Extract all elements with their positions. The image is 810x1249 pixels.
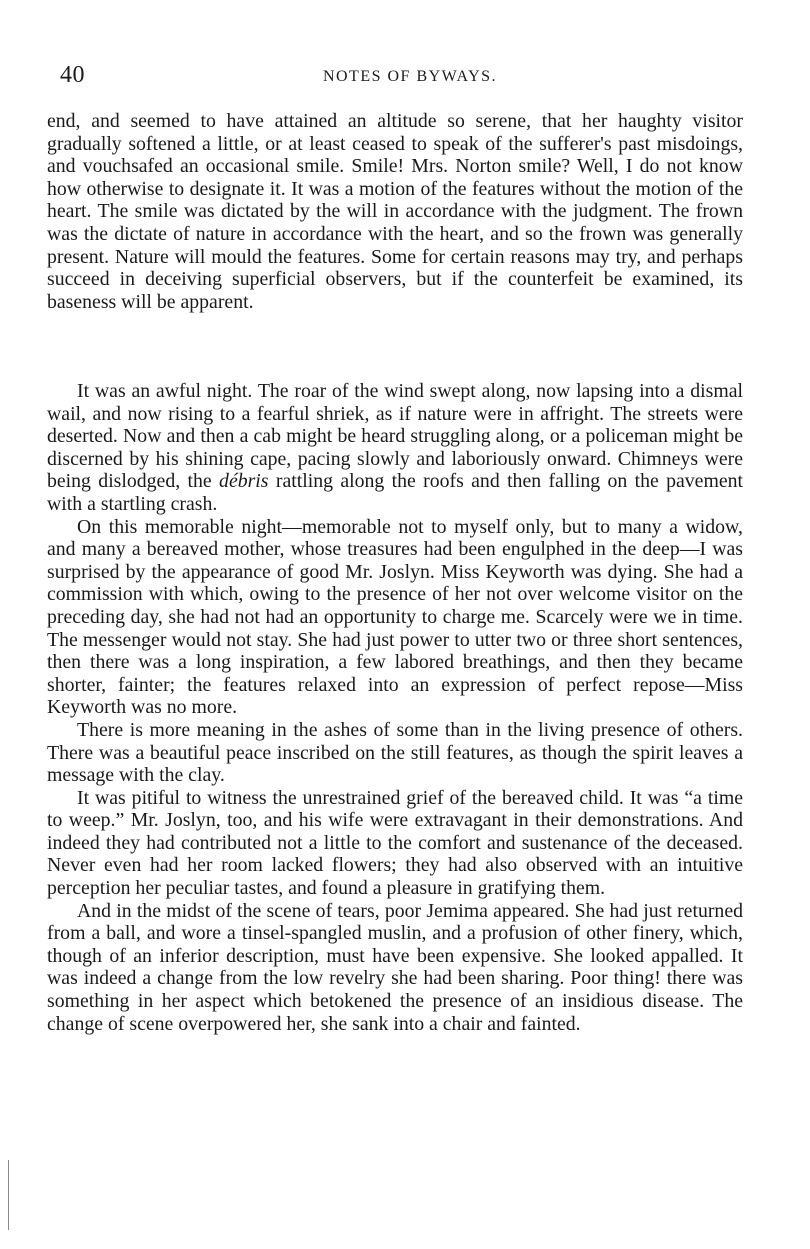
paragraph-memorable-night: On this memorable night—memorable not to myself only, but to many a widow, and many a bereaved mother, whose treasures had been engulphed in the deep—I was surprised by the appearance of good Mr. Joslyn. Miss Keyworth was dying. She had a commission with which, owing to the presence of her not over welcome visitor on the preceding day, she had not had an opportunity to charge me. Scarcely were we in time. The messenger would not stay. She had just power to utter two or three short sentences, then there was a long inspiration, a few labored breathings, and then they became shorter, fainter; the features relaxed into an expression of perfect repose—Miss Keyworth was no more. bbox=[47, 515, 743, 719]
italic-word-debris: débris bbox=[219, 470, 269, 493]
paragraph-grief: It was pitiful to witness the unrestrained grief of the bereaved child. It was “a time to weep.” Mr. Joslyn, too, and his wife were extravagant in their demonstrations. And indeed they had contributed not a little to the comfort and sustenance of the deceased. Never even had her room lacked flowers; they had also observed with an intuitive perception her peculiar tastes, and found a pleasure in gratifying them. bbox=[47, 786, 743, 900]
page-header bbox=[60, 62, 760, 92]
paragraph-awful-night bbox=[47, 380, 743, 516]
margin-scan-line bbox=[8, 1160, 9, 1230]
page-number: 40 bbox=[60, 62, 85, 88]
running-title: NOTES OF BYWAYS. bbox=[322, 68, 498, 85]
paragraph-jemima: And in the midst of the scene of tears, poor Jemima appeared. She had just returned from a ball, and wore a tinsel-spangled muslin, and a profusion of other finery, which, though of an inferior description, must have been expensive. She looked appalled. It was indeed a change from the low revelry she had been sharing. Poor thing! there was something in her aspect which betokened the presence of an insidious disease. The change of scene overpowered her, she sank into a chair and fainted. bbox=[47, 899, 743, 1035]
paragraph-continued: end, and seemed to have attained an altitude so serene, that her haughty visitor gradually softened a little, or at least ceased to speak of the sufferer's past misdoings, and vouchsafed an occasional smile. Smile! Mrs. Norton smile? Well, I do not know how otherwise to designate it. It was a motion of the features without the motion of the heart. The smile was dictated by the will in accordance with the judgment. The frown was the dictate of nature in accordance with the heart, and so the frown was generally present. Nature will mould the features. Some for certain reasons may try, and perhaps succeed in deceiving superficial observers, but if the counterfeit be examined, its baseness will be apparent. bbox=[47, 110, 743, 313]
section-two bbox=[47, 380, 743, 1035]
paragraph-text: rattling along the roofs and then falling on the pavement with a startling crash. bbox=[47, 470, 743, 515]
paragraph-meaning-ashes: There is more meaning in the ashes of some than in the living presence of others. There was a beautiful peace inscribed on the still features, as though the spirit leaves a message with the clay. bbox=[47, 718, 743, 787]
section-one bbox=[47, 110, 743, 313]
paragraph-text: It was an awful night. The roar of the wind swept along, now lapsing into a dismal wail, and now rising to a fearful shriek, as if nature were in affright. The streets were deserted. Now and then a cab might be heard struggling along, or a policeman might be discerned by his shining cape, pacing slowly and laboriously onward. Chimneys were being dislodged, the bbox=[47, 380, 743, 493]
